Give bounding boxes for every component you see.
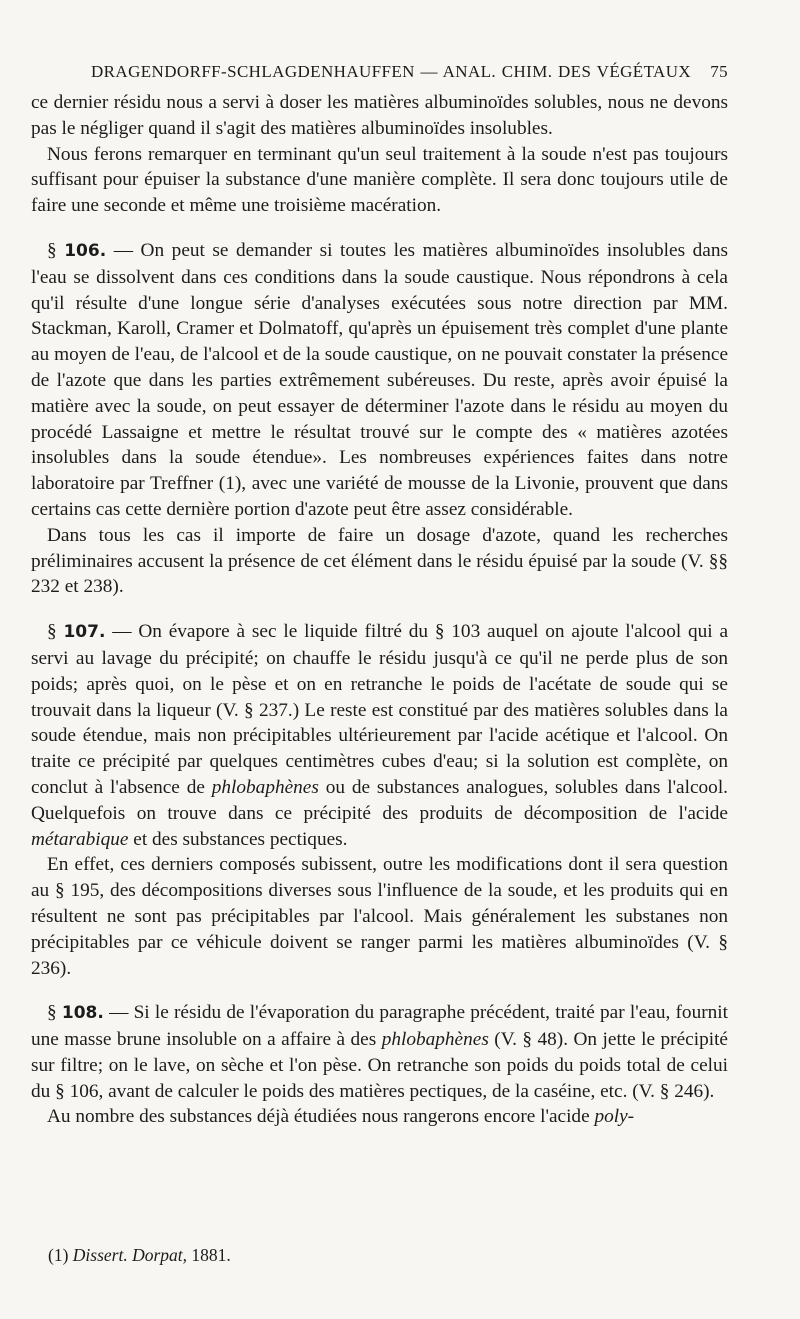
paragraph: ce dernier résidu nous a servi à doser les matières albuminoïdes solubles, nous ne devons pas le négliger quand il s'agit des matières albuminoïdes insolubles. (31, 92, 728, 139)
section-text: — Si le résidu de l'évaporation du paragraphe précédent, traité par l'eau, fournit une masse brune insoluble on a affaire à des (31, 1002, 728, 1051)
footnote-source: Dissert. Dorpat, (72, 1245, 188, 1265)
section-text: — On peut se demander si toutes les matières albuminoïdes insolubles dans l'eau se dissolvent dans ces conditions dans la soude caustique. Nous répondrons à cela qu'il résulte d'une longue série d'analyses exécutées sous notre direction par MM. Stackman, Karoll, Cramer et Dolmatoff, qu'après un épuisement très complet d'une plante au moyen de l'eau, de l'alcool et de la soude caustique, on ne pouvait constater la présence de l'azote que dans les parties extrêmement subéreuses. Du reste, après avoir épuisé la matière avec la soude, on peut essayer de déterminer l'azote dans le résidu au moyen du procédé Lassaigne et mettre le résultat trouvé sur le compte des « matières azotées insolubles dans la soude étendue». Les nombreuses expériences faites dans notre laboratoire par Treffner (1), avec une variété de mousse de la Livonie, prouvent que dans certains cas cette dernière portion d'azote peut être assez considérable. (31, 239, 729, 520)
section-sign: § (47, 1002, 57, 1024)
section-number: 106. (64, 240, 107, 261)
section-number: 107. (63, 622, 106, 643)
paragraph (31, 1104, 728, 1130)
paragraph: En effet, ces derniers composés subissent, outre les modifications dont il sera question au § 195, des décompositions diverses sous l'influence de la soude, et les produits qui en résultent ne sont pas précipitables par l'alcool. Mais généralement les substanes non précipitables par ce véhicule doivent se ranger parmi les matières albuminoïdes (V. § 236). (31, 854, 728, 979)
section-sign: § (47, 621, 57, 643)
header-title: DRAGENDORFF-SCHLAGDENHAUFFEN — ANAL. CHIM. DES VÉGÉTAUX (91, 62, 692, 81)
italic-term: métarabique (31, 828, 129, 850)
footnote (48, 1245, 231, 1266)
page-number: 75 (710, 62, 728, 81)
italic-term: poly- (594, 1106, 635, 1128)
section-107 (31, 619, 728, 852)
section-sign: § (47, 239, 57, 261)
section-108 (31, 1000, 728, 1104)
footnote-year: 1881. (191, 1245, 231, 1265)
section-text: (V. § 48). On jette le précipité sur filtre; on le lave, on sèche et l'on pèse. On retranche son poids du poids total de celui du § 106, avant de calculer le poids des matières pectiques, de la caséine, etc. (V. § 246). (31, 1029, 728, 1102)
body-text (31, 90, 728, 1130)
footnote-mark: (1) (48, 1245, 69, 1265)
running-header (31, 62, 728, 90)
section-106 (31, 238, 728, 523)
section-text: — On évapore à sec le liquide filtré du § 103 auquel on ajoute l'alcool qui a servi au lavage du précipité; on chauffe le résidu jusqu'à ce qu'il ne perde plus de son poids; après quoi, on le pèse et on en retranche le poids de l'acétate de soude qui se trouvait dans la liqueur (V. § 237.) Le reste est constitué par des matières solubles dans la soude étendue, mais non précipitables ultérieurement par l'acide acétique et l'alcool. On traite ce précipité par quelques centimètres cubes d'eau; si la solution est complète, on conclut à l'absence de (31, 621, 729, 798)
italic-term: phlobaphènes (211, 776, 319, 798)
section-text: ou de substances analogues, solubles dans l'alcool. Quelquefois on trouve dans ce précipité des produits de décomposition de l'acide (31, 776, 728, 824)
section-text: et des substances pectiques. (133, 828, 348, 850)
section-number: 108. (61, 1003, 104, 1024)
paragraph-text: Au nombre des substances déjà étudiées nous rangerons encore l'acide (47, 1106, 590, 1128)
paragraph: Nous ferons remarquer en terminant qu'un seul traitement à la soude n'est pas toujours suffisant pour épuiser la substance d'une manière complète. Il sera donc toujours utile de faire une seconde et même une troisième macération. (31, 143, 728, 217)
paragraph: Dans tous les cas il importe de faire un dosage d'azote, quand les recherches préliminaires accusent la présence de cet élément dans le résidu épuisé par la soude (V. §§ 232 et 238). (31, 524, 728, 598)
italic-term: phlobaphènes (381, 1029, 489, 1051)
document-page (31, 62, 728, 1302)
